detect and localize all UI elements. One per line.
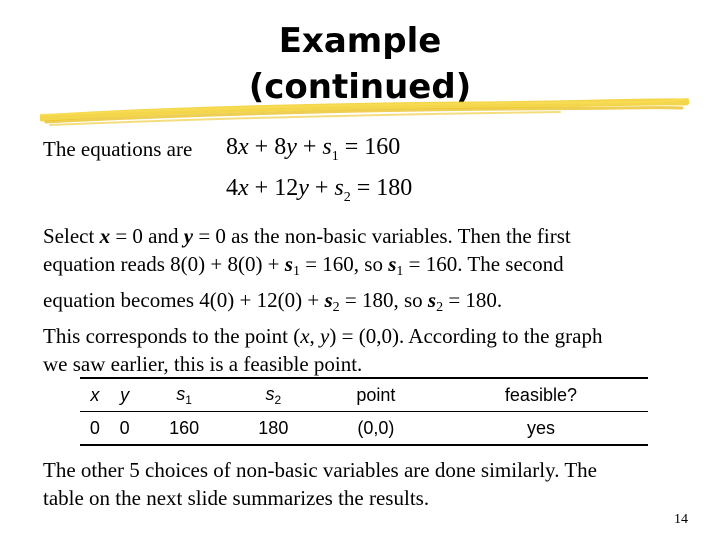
closing-paragraph <box>43 456 693 512</box>
title-line-2: (continued) <box>248 67 472 107</box>
header-point: point <box>356 384 396 405</box>
closing-line-2: table on the next slide summarizes the results. <box>43 486 430 510</box>
cell-feasible: yes <box>526 417 555 438</box>
header-y: y <box>120 384 130 405</box>
title-line-1: Example <box>278 21 442 61</box>
cell-y: 0 <box>119 417 130 438</box>
header-feasible: feasible? <box>504 384 577 405</box>
table-header-row <box>80 378 648 412</box>
solution-table <box>80 377 648 446</box>
table-row <box>80 412 648 446</box>
equations-label: The equations are <box>43 137 193 161</box>
header-x: x <box>90 384 100 405</box>
header-s1: $s_1$ <box>176 383 192 407</box>
paragraph-line-4: This corresponds to the point (x, y) = (0,0). According to the graph <box>43 324 603 348</box>
paragraph-line-3: equation becomes $4(0) + 12(0) + s_2 = 180$, so $s_2 = 180$. <box>43 288 503 315</box>
page-number: 14 <box>674 512 688 527</box>
explanation-paragraph <box>43 222 693 378</box>
paragraph-line-5: we saw earlier, this is a feasible point. <box>43 352 363 376</box>
equation-2: $4x + 12y + s_2 = 180$ <box>226 175 413 205</box>
cell-x: 0 <box>89 417 100 438</box>
cell-point: (0,0) <box>357 417 395 438</box>
cell-s2: 180 <box>258 417 289 438</box>
closing-line-1: The other 5 choices of non-basic variables are done similarly. The <box>43 458 597 482</box>
header-s2: $s_2$ <box>265 383 282 407</box>
highlighter-underline <box>40 96 690 130</box>
cell-s1: 160 <box>169 417 200 438</box>
paragraph-line-2: equation reads $8(0) + 8(0) + s_1 = 160$, so $s_1 = 160$. The second <box>43 252 564 279</box>
paragraph-line-1: Select x = 0 and y = 0 as the non-basic variables. Then the first <box>43 224 571 248</box>
equation-1: $8x + 8y + s_1 = 160$ <box>226 134 401 164</box>
